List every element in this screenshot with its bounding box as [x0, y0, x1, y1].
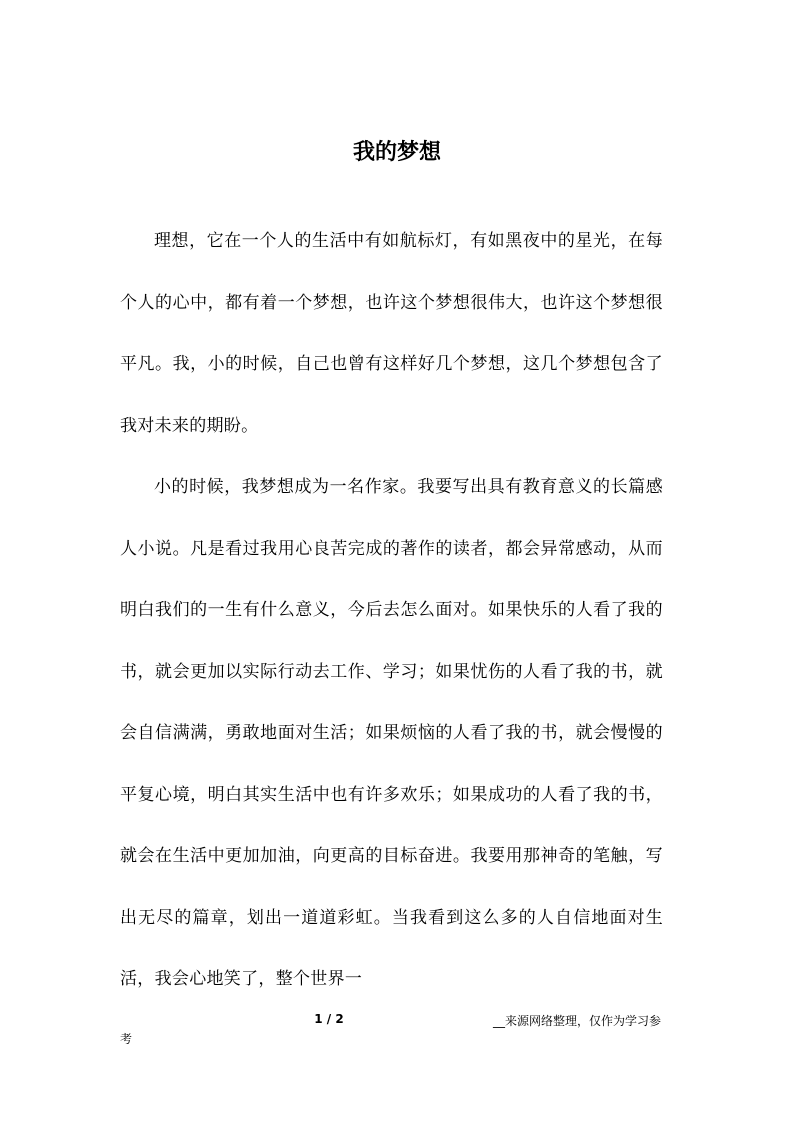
paragraph-1: 理想，它在一个人的生活中有如航标灯，有如黑夜中的星光，在每个人的心中，都有着一个梦想，也许这个梦想很伟大，也许这个梦想很平凡。我，小的时候，自己也曾有这样好几个梦想，这几个梦想包含了我对未来的期盼。	[120, 231, 663, 436]
document-body	[120, 211, 663, 1011]
document-title: 我的梦想	[352, 139, 441, 165]
source-note: __来源网络整理，仅作为学习参	[493, 1014, 662, 1028]
paragraph-2: 小的时候，我梦想成为一名作家。我要写出具有教育意义的长篇感人小说。凡是看过我用心良苦完成的著作的读者，都会异常感动，从而明白我们的一生有什么意义，今后去怎么面对。如果快乐的人看了我的书，就会更加以实际行动去工作、学习；如果忧伤的人看了我的书，就会自信满满，勇敢地面对生活；如果烦恼的人看了我的书，就会慢慢的平复心境，明白其实生活中也有许多欢乐；如果成功的人看了我的书，就会在生活中更加加油，向更高的目标奋进。我要用那神奇的笔触，写出无尽的篇章，划出一道道彩虹。当我看到这么多的人自信地面对生活，我会心地笑了，整个世界一	[120, 477, 663, 989]
page-number: 1 / 2	[314, 1012, 344, 1026]
source-note-continuation: 考	[120, 1032, 133, 1046]
